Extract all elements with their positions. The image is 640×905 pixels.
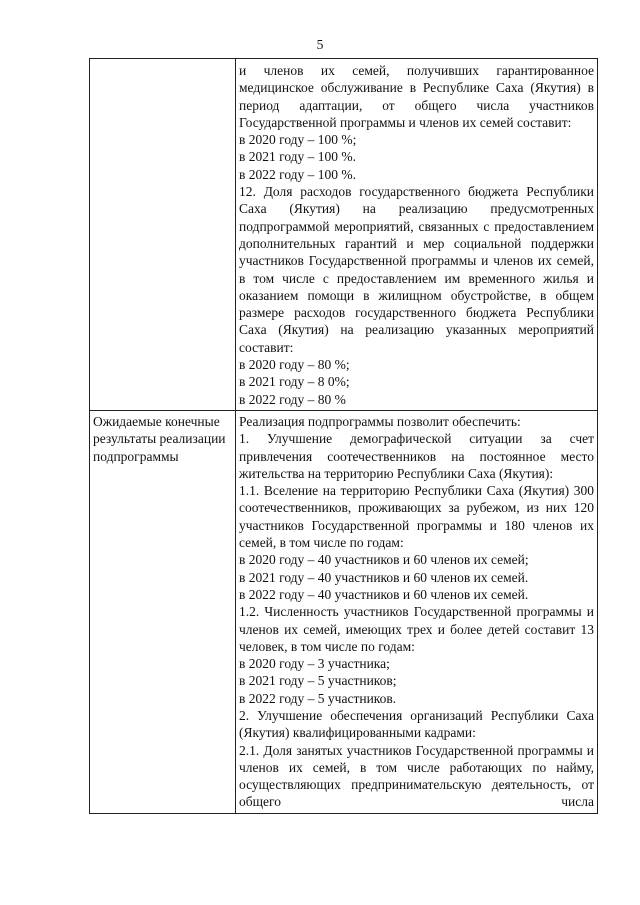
paragraph: в 2020 году – 40 участников и 60 членов их семей; [239,552,529,568]
paragraph: 12. Доля расходов государственного бюджета Республики Саха (Якутия) на реализацию предусмотренных подпрограммой мероприятий, связанных с предоставлением дополнительных гарантий и мер социальной поддержки участников Государственной программы и членов их семей, в том числе с предоставлением им временного жилья и оказанием помощи в жилищном обустройстве, в общем размере расходов государственного бюджета Республики Саха (Якутия) на реализацию указанных мероприятий составит: [239,184,594,355]
row-label-cell [90,59,236,411]
table-row [90,59,598,411]
paragraph: в 2020 году – 80 %; [239,357,350,373]
row-label-cell: Ожидаемые конечные результаты реализации подпрограммы [90,410,236,813]
paragraph: 2. Улучшение обеспечения организаций Республики Саха (Якутия) квалифицированными кадрами: [239,707,594,741]
paragraph: в 2021 году – 5 участников; [239,673,397,689]
table-row [90,410,598,813]
paragraph: в 2022 году – 5 участников. [239,690,397,706]
paragraph: в 2020 году – 100 %; [239,132,357,148]
paragraph: Реализация подпрограммы позволит обеспечить: [239,413,521,429]
paragraph: в 2020 году – 3 участника; [239,656,390,672]
paragraph: и членов их семей, получивших гарантированное медицинское обслуживание в Республике Саха (Якутия) в период адаптации, от общего числа участников Государственной программы и членов их семей составит: [239,63,594,130]
paragraph: 2.1. Доля занятых участников Государственной программы и членов их семей, в том числе работающих по найму, осуществляющих предпринимательскую деятельность, от общего числа [239,742,594,810]
paragraph: 1. Улучшение демографической ситуации за счет привлечения соотечественников на постоянное место жительства на территорию Республики Саха (Якутия): [239,431,594,481]
paragraph: 1.2. Численность участников Государственной программы и членов их семей, имеющих трех и более детей составит 13 человек, в том числе по годам: [239,604,594,654]
row-content-cell [236,410,598,813]
paragraph: в 2021 году – 40 участников и 60 членов их семей. [239,569,529,585]
passport-table [89,58,598,814]
paragraph: в 2022 году – 100 %. [239,166,357,182]
paragraph: 1.1. Вселение на территорию Республики Саха (Якутия) 300 соотечественников, проживающих за рубежом, из них 120 участников Государственной программы и 180 членов их семей, в том числе по годам: [239,483,594,551]
paragraph: в 2021 году – 8 0%; [239,374,350,390]
row-content-cell [236,59,598,411]
page-number: 5 [316,37,324,52]
paragraph: в 2022 году – 80 % [239,391,346,407]
paragraph: в 2022 году – 40 участников и 60 членов их семей. [239,586,529,602]
paragraph: в 2021 году – 100 %. [239,149,357,165]
